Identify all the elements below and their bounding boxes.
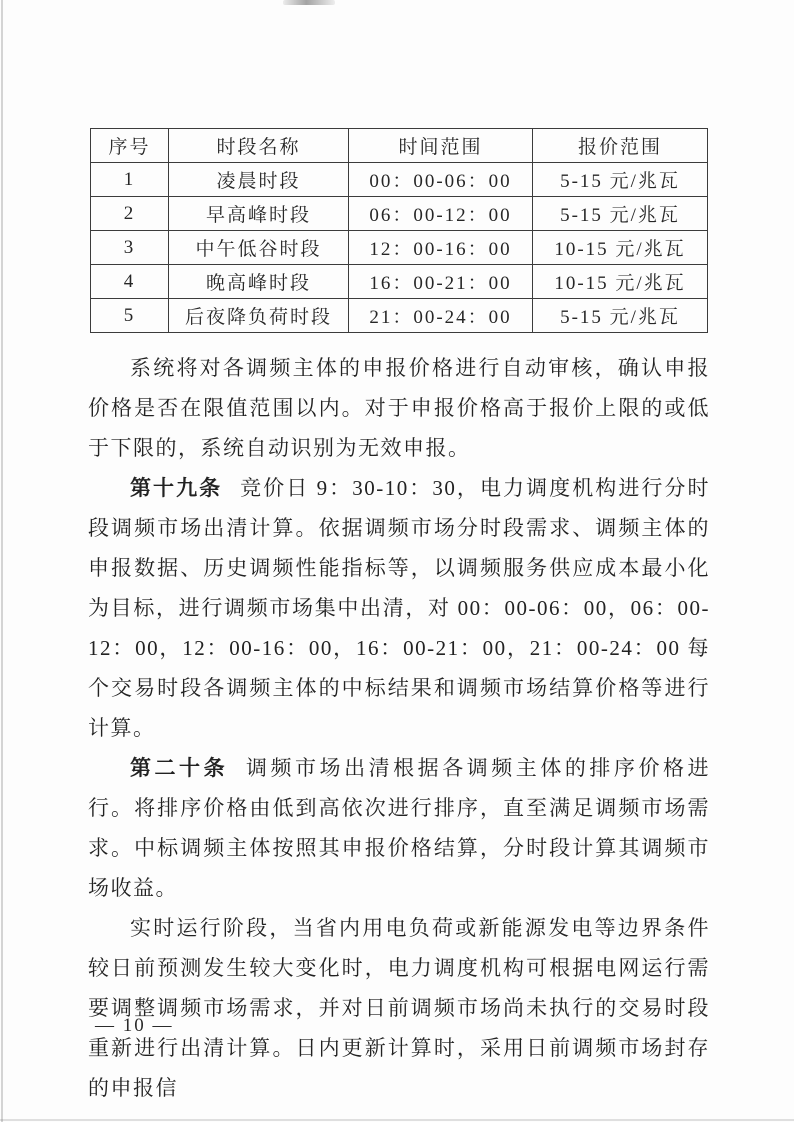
paragraph-text: 调频市场出清根据各调频主体的排序价格进行。将排序价格由低到高依次进行排序，直至满足调频市场需求。中标调频主体按照其申报价格结算，分时段计算其调频市场收益。	[88, 756, 711, 900]
scan-edge-left	[1, 0, 3, 1122]
table-header-cell: 时段名称	[169, 129, 349, 163]
table-cell: 00：00-06：00	[349, 163, 533, 197]
table-cell: 5-15 元/兆瓦	[533, 163, 708, 197]
paragraph-text: 系统将对各调频主体的申报价格进行自动审核，确认申报价格是否在限值范围以内。对于申报价格高于报价上限的或低于下限的，系统自动识别为无效申报。	[88, 356, 710, 460]
paragraph-text: 竞价日 9：30-10：30，电力调度机构进行分时段调频市场出清计算。依据调频市场分时段需求、调频主体的申报数据、历史调频性能指标等，以调频服务供应成本最小化为目标，进行调频市场集中出清，对 00：00-06：00，06：00-12：00，12：00-16：00，16：00-21：00，21：00-24：00 每个交易时段各调频主体的中标结果和调频市场结算价格等进行计算。	[88, 476, 710, 740]
table-row	[91, 163, 708, 197]
table-row	[91, 265, 708, 299]
page-content	[88, 128, 710, 1108]
page-number: — 10 —	[95, 1015, 174, 1036]
table-header-cell: 报价范围	[533, 129, 708, 163]
paragraph-text: 实时运行阶段，当省内用电负荷或新能源发电等边界条件较日前预测发生较大变化时，电力调度机构可根据电网运行需要调整调频市场需求，并对日前调频市场尚未执行的交易时段重新进行出清计算。日内更新计算时，采用日前调频市场封存的申报信	[88, 916, 710, 1100]
table-header-cell: 序号	[91, 129, 169, 163]
table-row	[91, 299, 708, 333]
table-cell: 12：00-16：00	[349, 231, 533, 265]
table-cell: 3	[91, 231, 169, 265]
table-cell: 5-15 元/兆瓦	[533, 299, 708, 333]
article-number: 第十九条	[130, 476, 223, 500]
table-header-row	[91, 129, 708, 163]
price-period-table	[90, 128, 708, 333]
paragraph	[88, 748, 710, 908]
table-cell: 晚高峰时段	[169, 265, 349, 299]
table-cell: 06：00-12：00	[349, 197, 533, 231]
scan-edge-bottom	[0, 1119, 794, 1121]
table-cell: 16：00-21：00	[349, 265, 533, 299]
table-cell: 21：00-24：00	[349, 299, 533, 333]
table-row	[91, 197, 708, 231]
paragraph	[88, 348, 710, 468]
paragraph	[88, 468, 710, 748]
article-number: 第二十条	[130, 756, 229, 780]
table-header-cell: 时间范围	[349, 129, 533, 163]
scan-smudge	[283, 0, 335, 5]
table-cell: 5	[91, 299, 169, 333]
table-cell: 1	[91, 163, 169, 197]
table-cell: 中午低谷时段	[169, 231, 349, 265]
table-cell: 早高峰时段	[169, 197, 349, 231]
paragraph	[88, 908, 710, 1108]
table-cell: 10-15 元/兆瓦	[533, 231, 708, 265]
table-row	[91, 231, 708, 265]
table-cell: 4	[91, 265, 169, 299]
table-cell: 凌晨时段	[169, 163, 349, 197]
table-cell: 后夜降负荷时段	[169, 299, 349, 333]
table-cell: 2	[91, 197, 169, 231]
table-cell: 5-15 元/兆瓦	[533, 197, 708, 231]
table-cell: 10-15 元/兆瓦	[533, 265, 708, 299]
body-text	[88, 348, 710, 1108]
